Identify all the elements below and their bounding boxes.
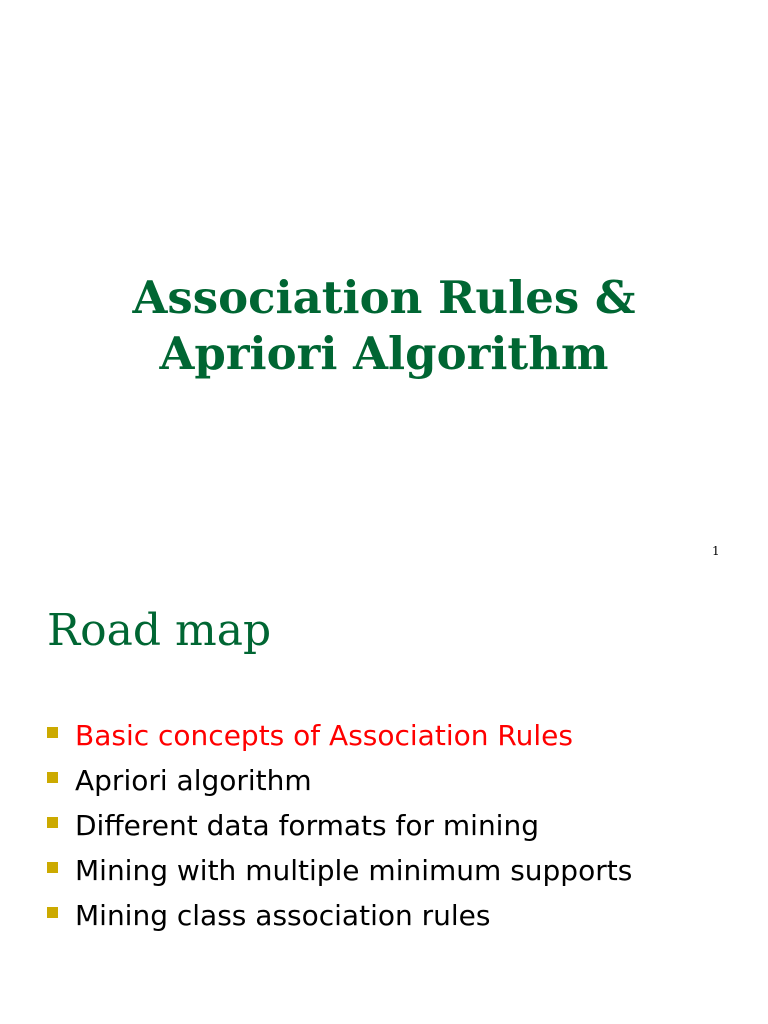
slide-title-line-2: Apriori Algorithm <box>159 327 609 380</box>
square-bullet-icon <box>47 727 58 738</box>
roadmap-item-label: Mining with multiple minimum supports <box>75 854 633 887</box>
square-bullet-icon <box>47 907 58 918</box>
roadmap-bullet-list <box>47 713 632 938</box>
roadmap-item-label: Different data formats for mining <box>75 809 539 842</box>
section-heading: Road map <box>47 605 272 656</box>
roadmap-item-multiple-min-supports <box>47 848 632 893</box>
roadmap-item-label: Apriori algorithm <box>75 764 312 797</box>
roadmap-item-apriori <box>47 758 632 803</box>
roadmap-item-label: Mining class association rules <box>75 899 491 932</box>
square-bullet-icon <box>47 817 58 828</box>
roadmap-item-label: Basic concepts of Association Rules <box>75 719 573 752</box>
slide-title-line-1: Association Rules & <box>132 271 636 324</box>
roadmap-item-basic-concepts <box>47 713 632 758</box>
square-bullet-icon <box>47 772 58 783</box>
roadmap-item-data-formats <box>47 803 632 848</box>
square-bullet-icon <box>47 862 58 873</box>
slide-title <box>0 270 768 382</box>
slide-number: 1 <box>712 544 720 558</box>
roadmap-item-class-association <box>47 893 632 938</box>
